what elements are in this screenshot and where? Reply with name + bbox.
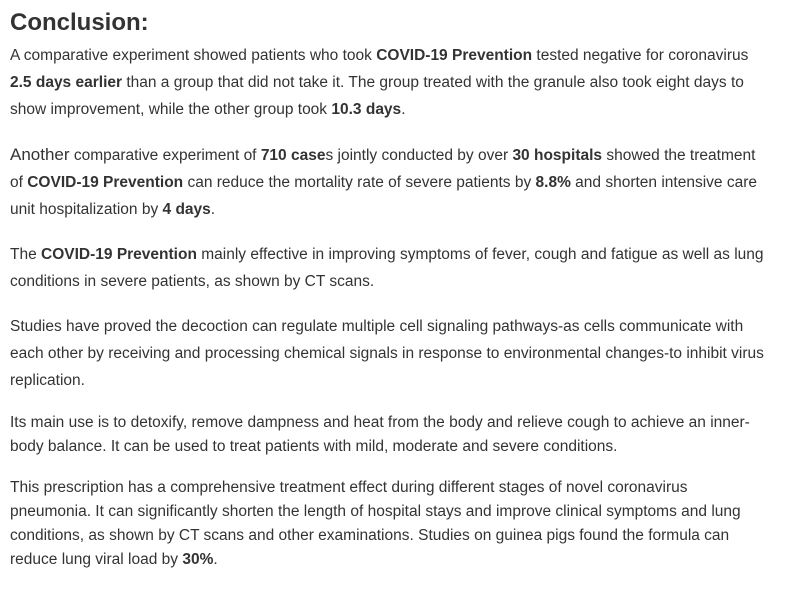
text: mainly effective in improving symptoms of fever, cough and fatigue as well as lung conditions in severe patients, as shown by CT scans. (10, 246, 764, 290)
text: showed the treatment of (10, 147, 756, 191)
bold-days-earlier: 2.5 days earlier (10, 74, 123, 91)
text: s jointly conducted by over (325, 147, 513, 164)
article-content (10, 8, 770, 572)
text: A comparative experiment showed patients who took (10, 47, 377, 64)
text: and shorten intensive care unit hospitalization by (10, 174, 757, 218)
paragraph-experiment-2 (10, 141, 770, 223)
text-first-word: Another (10, 145, 70, 164)
bold-product-name: COVID-19 Prevention (27, 174, 184, 191)
paragraph-signaling-pathways: Studies have proved the decoction can regulate multiple cell signaling pathways-as cells communicate with each other by receiving and processing chemical signals in response to environmental changes-to inhibit virus replication. (10, 318, 764, 389)
text: than a group that did not take it. The group treated with the granule also took eight days to show improvement, while the other group took (10, 74, 744, 118)
text: The (10, 246, 42, 263)
bold-icu-days: 4 days (162, 201, 211, 218)
text: . (210, 201, 216, 218)
text: . (213, 551, 218, 568)
text: This prescription has a comprehensive treatment effect during different stages of novel coronavirus pneumonia. It can significantly shorten the length of hospital stays and improve clinical symptoms and lung conditions, as shown by CT scans and other examinations. Studies on guinea pigs found the formula can reduce lung viral load by (10, 479, 741, 568)
text: comparative experiment of (69, 147, 261, 164)
paragraph-symptoms (10, 241, 770, 295)
bold-days-other-group: 10.3 days (331, 101, 402, 118)
text: can reduce the mortality rate of severe patients by (183, 174, 536, 191)
text: . (401, 101, 406, 118)
paragraph-experiment-1 (10, 42, 770, 123)
bold-product-name: COVID-19 Prevention (41, 246, 197, 263)
bold-hospital-count: 30 hospitals (512, 147, 603, 164)
bold-viral-load-reduction: 30% (182, 551, 214, 568)
bold-mortality-reduction: 8.8% (535, 174, 571, 191)
bold-case-count: 710 case (260, 147, 326, 164)
text: tested negative for coronavirus (532, 47, 749, 64)
paragraph-main-use: Its main use is to detoxify, remove dampness and heat from the body and relieve cough to achieve an inner-body balance. It can be used to treat patients with mild, moderate and severe conditions. (10, 414, 750, 455)
paragraph-prescription (10, 476, 770, 572)
bold-product-name: COVID-19 Prevention (376, 47, 533, 64)
conclusion-heading: Conclusion: (10, 9, 149, 36)
